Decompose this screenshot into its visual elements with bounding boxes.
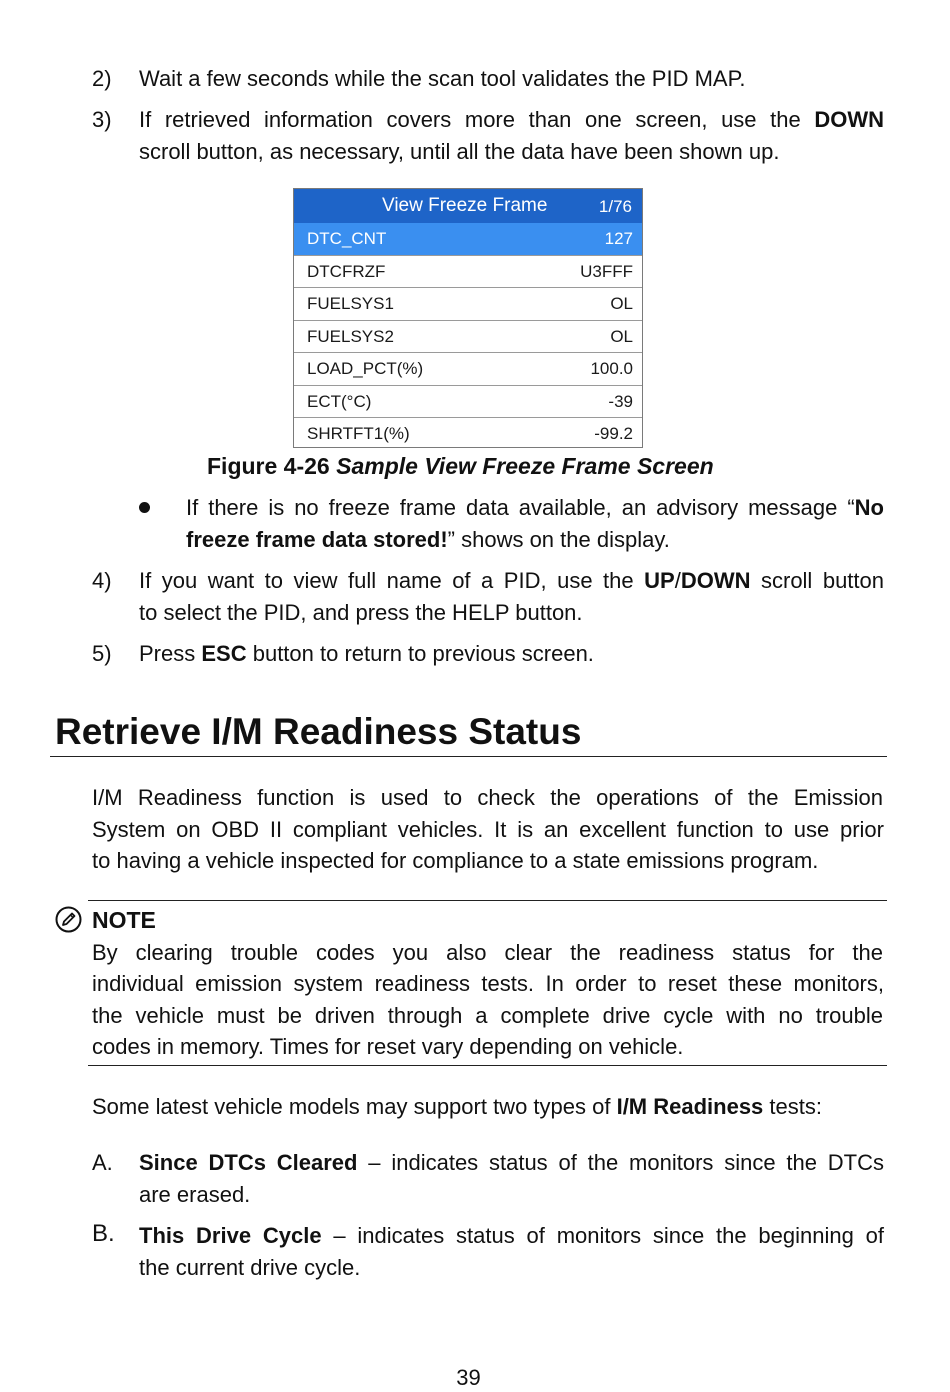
step-3-line-1 xyxy=(139,104,884,136)
pid-name: FUELSYS2 xyxy=(307,327,394,346)
pencil-note-icon xyxy=(55,906,82,933)
type-a-bold: Since DTCs Cleared xyxy=(139,1150,358,1175)
figure-title: Sample View Freeze Frame Screen xyxy=(336,453,714,479)
types-intro-text-end: tests: xyxy=(763,1094,822,1119)
pid-name: DTC_CNT xyxy=(307,229,387,248)
bullet-line-2 xyxy=(186,524,884,556)
figure-label: Figure 4-26 xyxy=(207,453,330,479)
intro-line-1: I/M Readiness function is used to check the operations of the Emission xyxy=(92,785,883,810)
step-5-number: 5) xyxy=(92,641,112,666)
step-5-text: Press xyxy=(139,641,202,666)
type-b-line-1 xyxy=(139,1220,884,1252)
note-label: NOTE xyxy=(92,907,156,933)
screen-row xyxy=(294,385,642,418)
screen-row xyxy=(294,287,642,320)
pid-name: DTCFRZF xyxy=(307,262,386,281)
type-a-line-2: are erased. xyxy=(139,1182,251,1207)
section-title: Retrieve I/M Readiness Status xyxy=(55,711,582,752)
pid-value: OL xyxy=(610,327,633,346)
pid-name: ECT(°C) xyxy=(307,392,372,411)
step-5-line xyxy=(139,638,885,670)
step-3-line-2: scroll button, as necessary, until all the data have been shown up. xyxy=(139,139,780,164)
screen-row xyxy=(294,320,642,353)
intro-line-3: to having a vehicle inspected for compliance to a state emissions program. xyxy=(92,848,819,873)
step-2-text: Wait a few seconds while the scan tool validates the PID MAP. xyxy=(139,66,746,91)
note-top-divider xyxy=(88,900,887,901)
bullet-bold: No xyxy=(854,495,884,520)
types-intro-bold: I/M Readiness xyxy=(616,1094,764,1119)
figure-caption xyxy=(207,450,714,482)
screen-row xyxy=(294,417,642,450)
screen-title: View Freeze Frame xyxy=(382,195,548,216)
step-4-text: If you want to view full name of a PID, use the xyxy=(139,568,645,593)
pid-value: 127 xyxy=(604,229,633,248)
step-2-number: 2) xyxy=(92,66,112,91)
bullet-text-end: ” shows on the display. xyxy=(447,527,670,552)
step-4-line-1 xyxy=(139,565,884,597)
screen-page-indicator: 1/76 xyxy=(598,197,632,216)
pid-value: -39 xyxy=(608,392,633,411)
pid-value: OL xyxy=(610,294,633,313)
types-intro-text: Some latest vehicle models may support two types of xyxy=(92,1094,617,1119)
step-4-bold-up: UP xyxy=(644,568,675,593)
note-bottom-divider xyxy=(88,1065,887,1066)
step-4-text-end: scroll button xyxy=(750,568,884,593)
pid-value: 100.0 xyxy=(590,359,633,378)
type-a-text: – indicates status of the monitors since the DTCs xyxy=(357,1150,885,1175)
page-number: 39 xyxy=(456,1365,481,1390)
bullet-text: If there is no freeze frame data available, an advisory message “ xyxy=(186,495,855,520)
screen-row-selected xyxy=(294,223,642,255)
type-b-text: – indicates status of monitors since the beginning of xyxy=(321,1223,884,1248)
types-intro xyxy=(92,1091,887,1123)
note-line-2: individual emission system readiness tests. In order to reset these monitors, xyxy=(92,971,884,996)
step-4-number: 4) xyxy=(92,568,112,593)
screen-row xyxy=(294,352,642,385)
step-4-bold-down: DOWN xyxy=(680,568,751,593)
step-3-bold: DOWN xyxy=(814,107,884,132)
type-a-letter: A. xyxy=(92,1150,113,1175)
pid-value: U3FFF xyxy=(580,262,633,281)
screen-row xyxy=(294,255,642,288)
pid-name: FUELSYS1 xyxy=(307,294,394,313)
bullet-bold-message: freeze frame data stored! xyxy=(186,527,448,552)
bullet-line-1 xyxy=(186,492,884,524)
intro-line-2: System on OBD II compliant vehicles. It is an excellent function to use prior xyxy=(92,817,884,842)
step-5-text-end: button to return to previous screen. xyxy=(246,641,594,666)
step-4-separator: / xyxy=(674,568,681,593)
step-3-text: If retrieved information covers more than one screen, use the xyxy=(139,107,815,132)
note-line-1: By clearing trouble codes you also clear the readiness status for the xyxy=(92,940,883,965)
pid-name: LOAD_PCT(%) xyxy=(307,359,424,378)
type-b-line-2: the current drive cycle. xyxy=(139,1255,361,1280)
pid-value: -99.2 xyxy=(594,424,633,443)
step-4-line-2: to select the PID, and press the HELP button. xyxy=(139,600,583,625)
type-a-line-1 xyxy=(139,1147,884,1179)
step-3-number: 3) xyxy=(92,107,112,132)
type-b-letter: B. xyxy=(92,1220,115,1247)
screen-title-bar xyxy=(294,189,642,223)
pid-name: SHRTFT1(%) xyxy=(307,424,410,443)
note-line-4: codes in memory. Times for reset vary depending on vehicle. xyxy=(92,1034,684,1059)
freeze-frame-screen xyxy=(293,188,643,448)
note-line-3: the vehicle must be driven through a complete drive cycle with no trouble xyxy=(92,1003,883,1028)
step-5-bold: ESC xyxy=(201,641,247,666)
type-b-bold: This Drive Cycle xyxy=(139,1223,322,1248)
section-divider xyxy=(50,756,887,757)
bullet-dot-icon xyxy=(139,502,150,513)
